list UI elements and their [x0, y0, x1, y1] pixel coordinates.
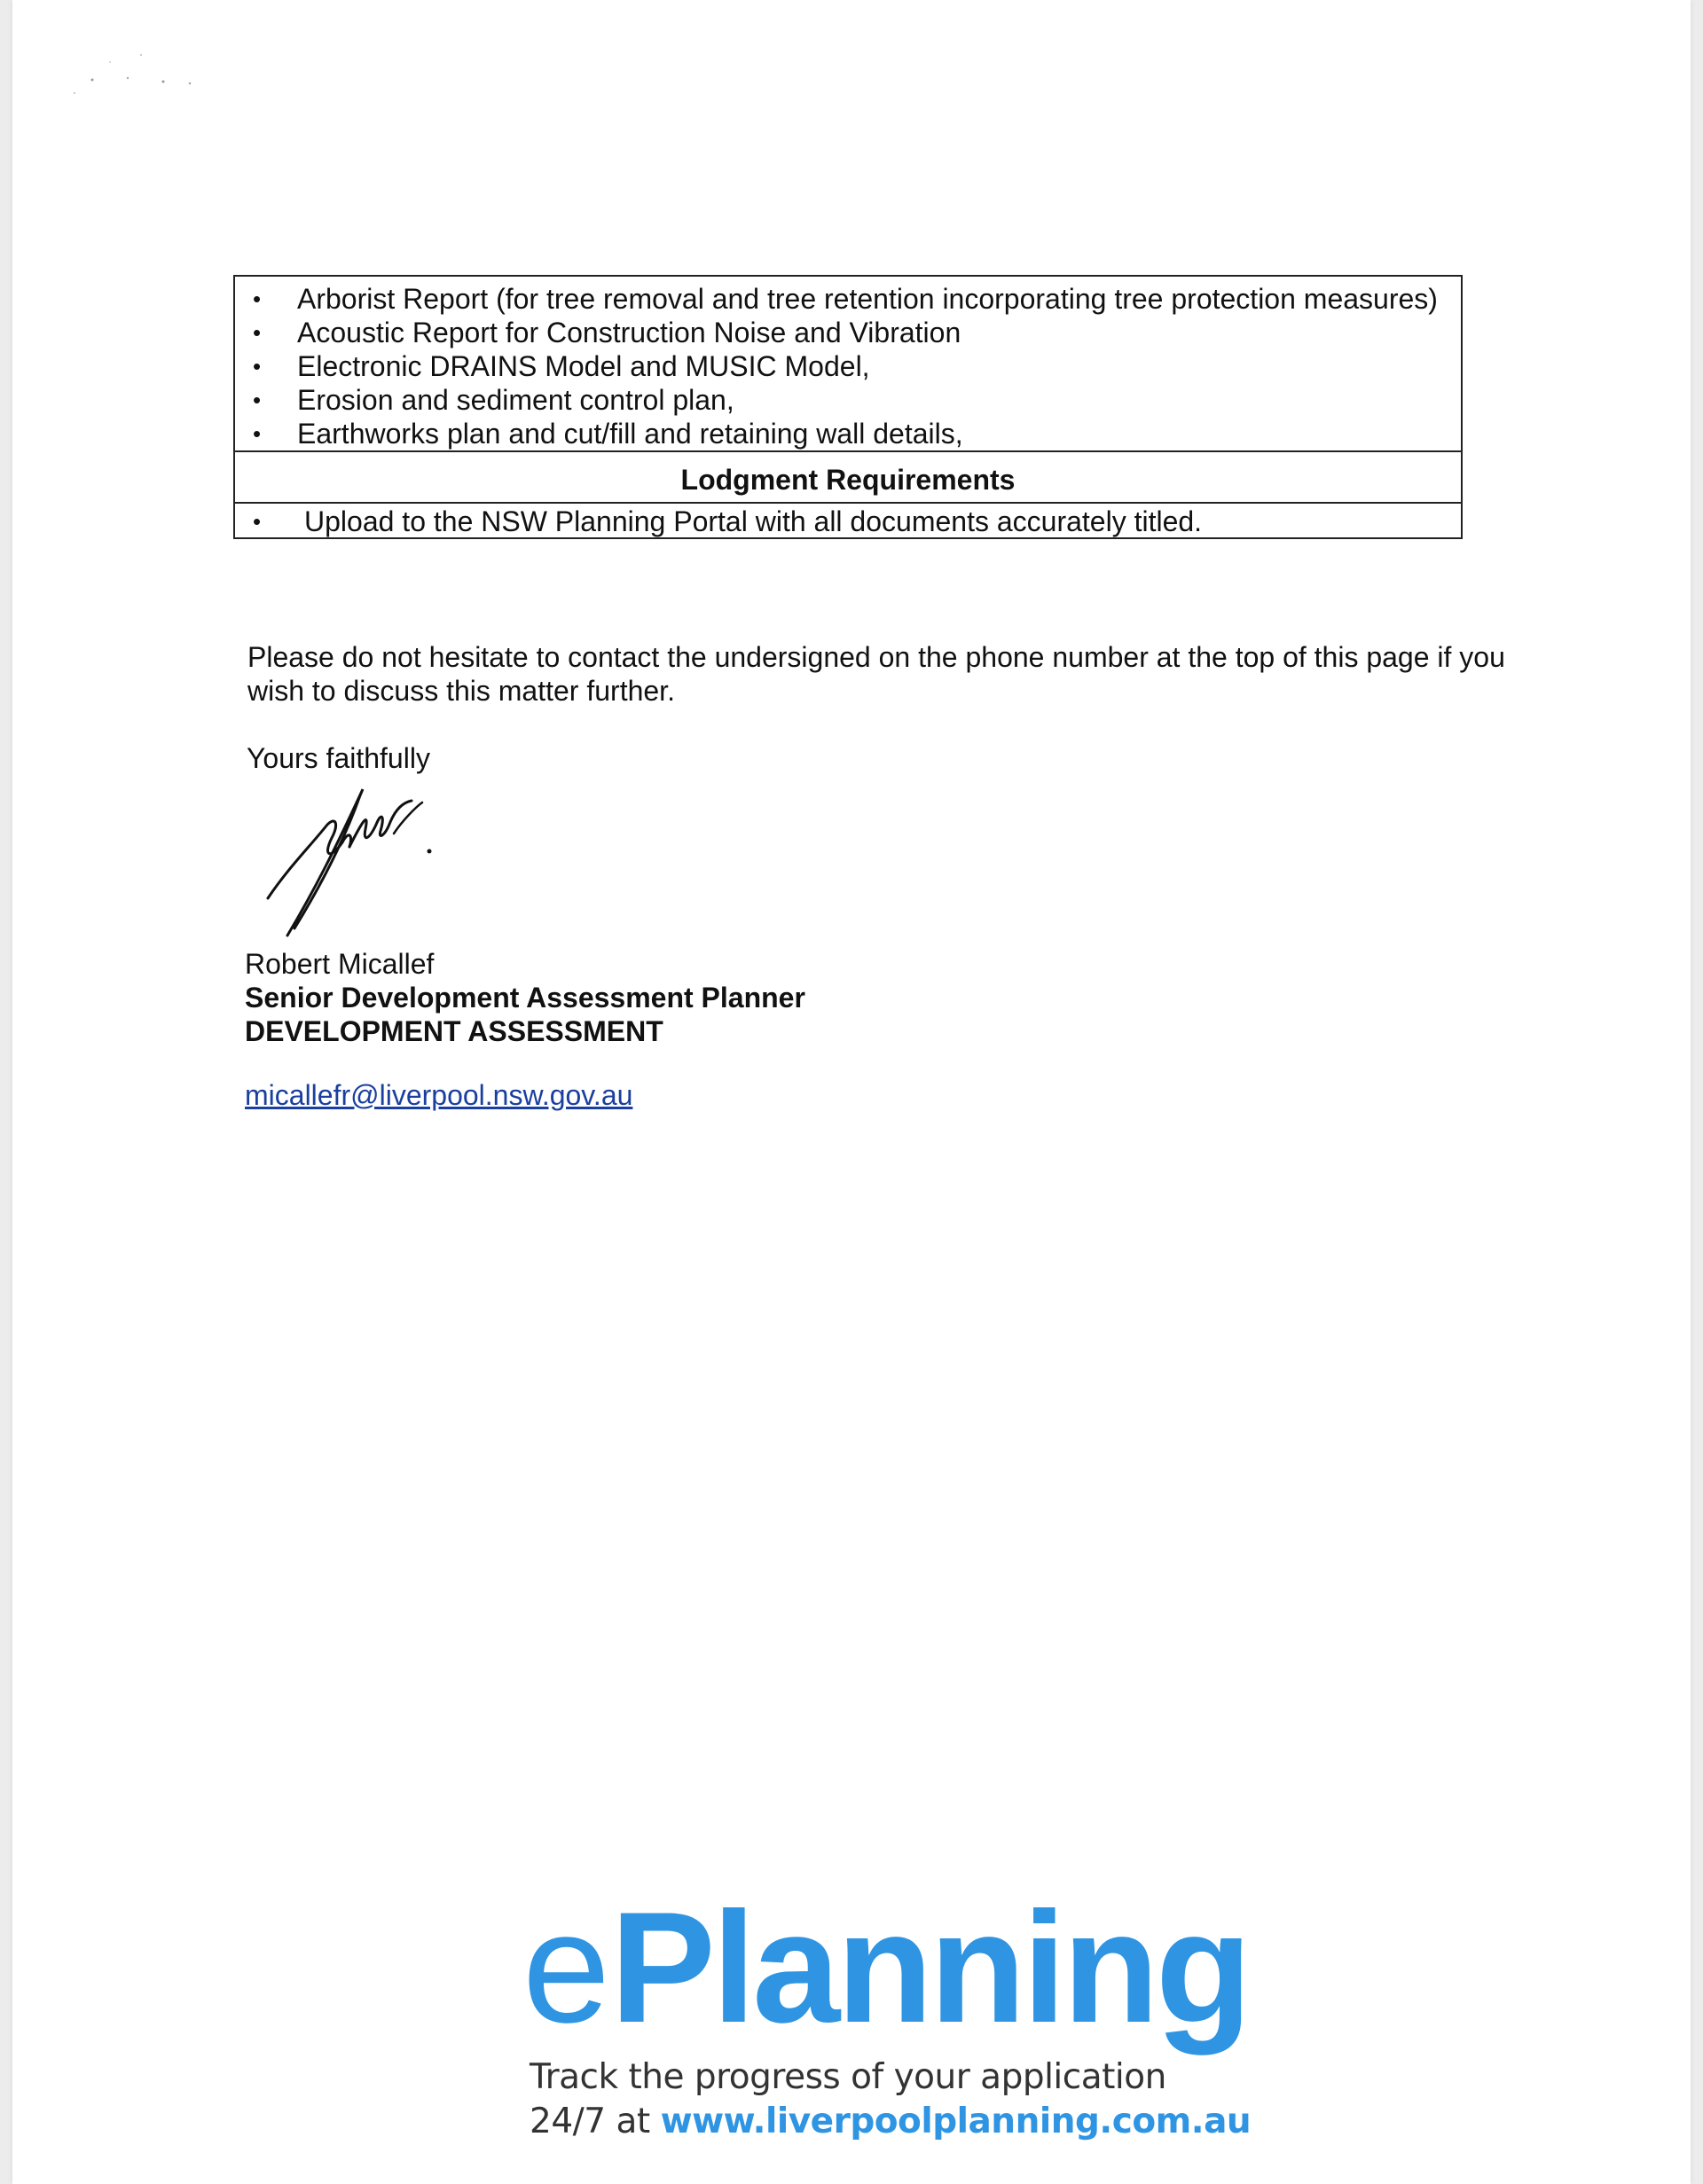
eplanning-tagline	[530, 2055, 1251, 2144]
bullet: •	[253, 353, 262, 380]
bullet: •	[253, 286, 262, 312]
requirement-text: Erosion and sediment control plan,	[297, 384, 734, 416]
bullet: •	[253, 420, 262, 447]
tagline-line-1: Track the progress of your application	[530, 2057, 1166, 2097]
eplanning-logo	[522, 1879, 1249, 2055]
logo-planning: Planning	[610, 1879, 1249, 2055]
signatory-department: DEVELOPMENT ASSESSMENT	[245, 1015, 663, 1047]
bullet: •	[253, 319, 262, 346]
bullet: •	[253, 387, 262, 413]
letter-page	[12, 0, 1691, 2184]
lodgment-text: Upload to the NSW Planning Portal with all documents accurately titled.	[304, 505, 1203, 537]
logo-e: e	[522, 1879, 610, 2055]
tagline-line-2	[530, 2100, 1251, 2144]
list-item	[253, 349, 1447, 383]
closing-salutation: Yours faithfully	[247, 742, 430, 774]
bullet: •	[253, 508, 262, 535]
list-item	[253, 383, 1447, 417]
contact-paragraph: Please do not hesitate to contact the undersigned on the phone number at the top of this page if you wish to discuss this matter further.	[247, 641, 1505, 707]
list-item	[253, 282, 1447, 316]
list-item	[253, 316, 1447, 349]
signature-block	[245, 947, 805, 1048]
requirement-text: Electronic DRAINS Model and MUSIC Model,	[297, 350, 870, 382]
tagline-prefix: 24/7 at	[530, 2102, 650, 2141]
requirement-text: Acoustic Report for Construction Noise and Vibration	[297, 317, 961, 348]
requirement-text: Earthworks plan and cut/fill and retaining wall details,	[297, 418, 963, 450]
lodgment-heading: Lodgment Requirements	[235, 450, 1461, 504]
requirement-text: Arborist Report (for tree removal and tree retention incorporating tree protection measures)	[297, 283, 1438, 315]
signatory-name: Robert Micallef	[245, 948, 435, 980]
requirements-table	[233, 275, 1463, 539]
website-link[interactable]: www.liverpoolplanning.com.au	[660, 2102, 1252, 2141]
requirements-list	[235, 277, 1461, 450]
email-link[interactable]: micallefr@liverpool.nsw.gov.au	[245, 1079, 633, 1111]
scan-specks	[57, 27, 252, 115]
signature-image	[261, 785, 465, 940]
signatory-title: Senior Development Assessment Planner	[245, 982, 805, 1014]
lodgment-row	[235, 504, 1461, 537]
list-item	[253, 417, 1447, 450]
